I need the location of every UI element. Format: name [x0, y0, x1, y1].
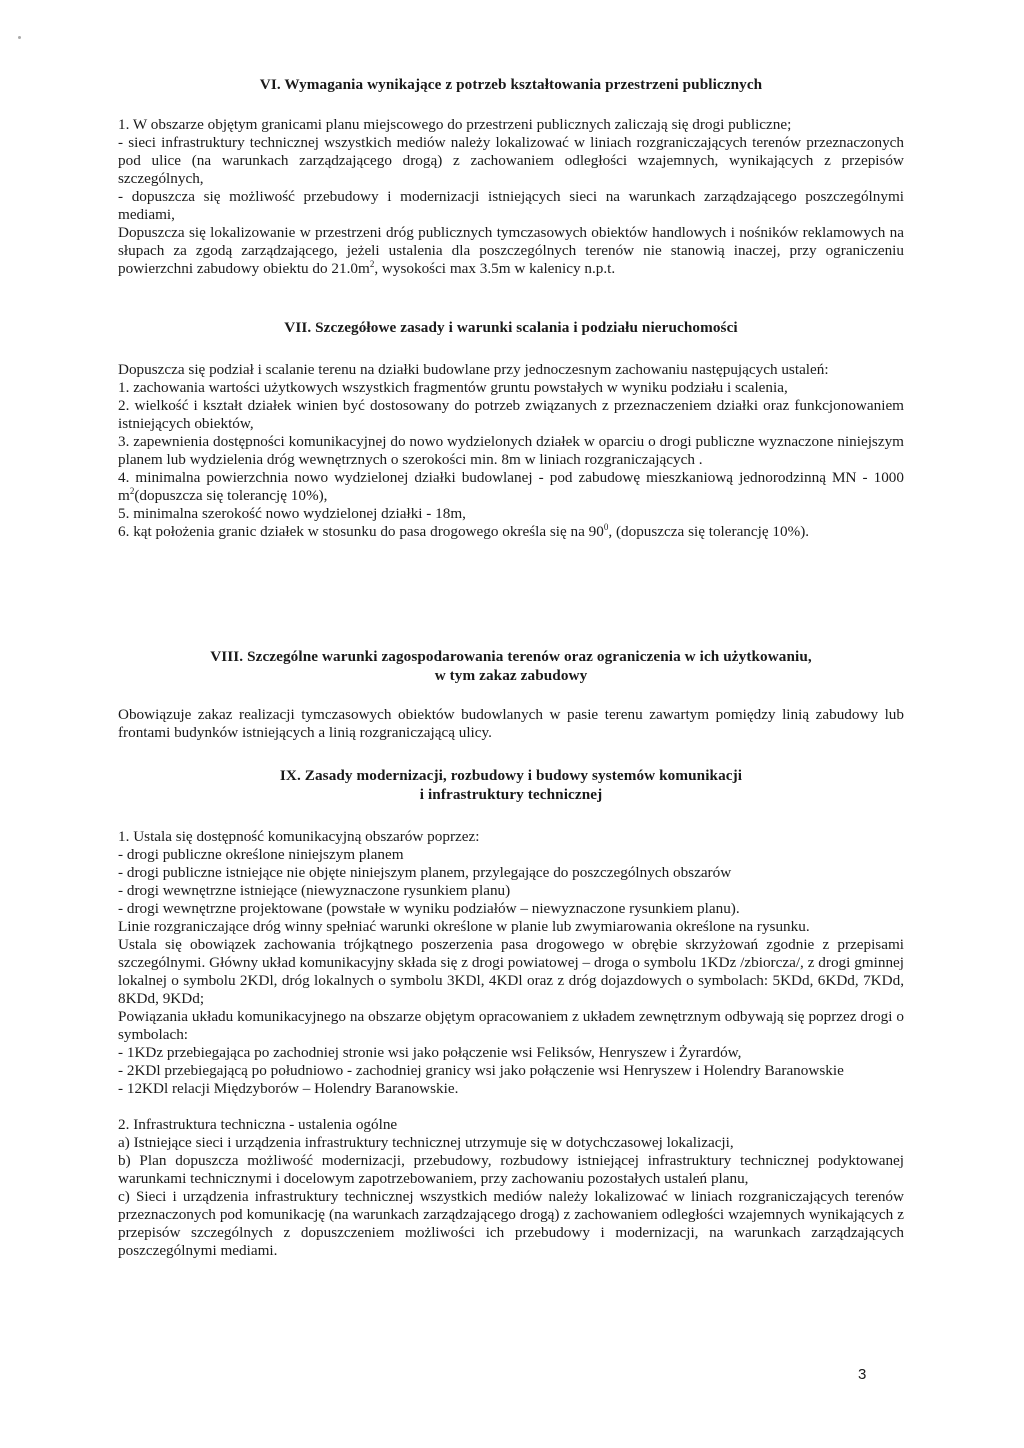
section-ix-point-1: 1. Ustala się dostępność komunikacyjną obszarów poprzez:	[118, 828, 480, 845]
section-ix-road-2kdl: - 2KDl przebiegającą po południowo - zachodniej granicy wsi jako połączenie wsi Henryszew i Holendry Baranowskie	[118, 1062, 844, 1079]
section-vi-item-dopuszcza: - dopuszcza się możliwość przebudowy i modernizacji istniejących sieci na warunkach zarządzającego poszczególnymi mediami,	[118, 188, 904, 223]
section-vii-heading: VII. Szczegółowe zasady i warunki scalania i podziału nieruchomości	[284, 319, 738, 336]
section-ix-point-2a: a) Istniejące sieci i urządzenia infrastruktury technicznej utrzymuje się w dotychczasowej lokalizacji,	[118, 1134, 734, 1151]
scan-speck	[18, 36, 21, 39]
section-vii-item-4: 4. minimalna powierzchnia nowo wydzielonej działki budowlanej - pod zabudowę mieszkaniową jednorodzinną MN - 1000 $m^2(dopuszcza$ się tolerancję 10%),	[118, 469, 904, 504]
section-ix-point-2: 2. Infrastruktura techniczna - ustalenia ogólne	[118, 1116, 398, 1133]
section-ix	[118, 766, 904, 1260]
section-viii-body: Obowiązuje zakaz realizacji tymczasowych obiektów budowlanych w pasie terenu zawartym pomiędzy linią zabudowy lub frontami budynków istniejących a linią rozgraniczającą ulicy.	[118, 706, 904, 741]
section-ix-point-2b: b) Plan dopuszcza możliwość modernizacji, przebudowy, rozbudowy istniejącej infrastruktury technicznej podyktowanej warunkami technicznymi i docelowym zapotrzebowaniem, przy zachowaniu pozostałych ustaleń planu,	[118, 1152, 904, 1187]
section-vi-item-sieci: - sieci infrastruktury technicznej wszystkich mediów należy lokalizować w liniach rozgraniczających terenów przeznaczonych pod ulice (na warunkach zarządzającego drogą) z zachowaniem odległości wzajemnych, wynikających z przepisów szczególnych,	[118, 134, 904, 187]
section-ix-heading-line-1: IX. Zasady modernizacji, rozbudowy i budowy systemów komunikacji	[279, 767, 743, 784]
section-ix-dash-2: - drogi publiczne istniejące nie objęte niniejszym planem, przylegające do poszczególnych obszarów	[118, 864, 732, 881]
section-vii	[118, 318, 904, 541]
section-vii-item-1: 1. zachowania wartości użytkowych wszystkich fragmentów gruntu powstałych w wyniku podziału i scalenia,	[118, 379, 788, 396]
section-ix-dash-3: - drogi wewnętrzne istniejące (niewyznaczone rysunkiem planu)	[118, 882, 511, 899]
section-ix-dash-4: - drogi wewnętrzne projektowane (powstałe w wyniku podziałów – niewyznaczone rysunkiem planu).	[118, 900, 740, 917]
section-vi-heading: VI. Wymagania wynikające z potrzeb kształtowania przestrzeni publicznych	[259, 76, 763, 93]
section-vi	[118, 75, 904, 278]
section-ix-heading-line-2: i infrastruktury technicznej	[419, 786, 603, 803]
section-viii-heading-line-2: w tym zakaz zabudowy	[434, 667, 588, 684]
section-ix-dash-1: - drogi publiczne określone niniejszym planem	[118, 846, 404, 863]
section-ix-road-1kdz: - 1KDz przebiegająca po zachodniej stronie wsi jako połączenie wsi Feliksów, Henryszew i Żyrardów,	[118, 1044, 742, 1061]
page-number: 3	[858, 1366, 867, 1383]
section-vii-item-2: 2. wielkość i kształt działek winien być dostosowany do potrzeb związanych z przeznaczeniem działki oraz funkcjonowaniem istniejących obiektów,	[118, 397, 904, 432]
section-vii-item-3: 3. zapewnienia dostępności komunikacyjnej do nowo wydzielonych działek w oparciu o drogi publiczne wyznaczone niniejszym planem lub wydzielenia dróg wewnętrznych o szerokości min. 8m w liniach rozgraniczających .	[118, 433, 904, 468]
section-vii-item-5: 5. minimalna szerokość nowo wydzielonej działki - 18m,	[118, 505, 466, 522]
section-vi-paragraph-lokalizowanie: Dopuszcza się lokalizowanie w przestrzeni dróg publicznych tymczasowych obiektów handlowych i nośników reklamowych na słupach za zgodą zarządzającego, jeżeli ustalenia dla poszczególnych terenów nie stanowią inaczej, przy ograniczeniu powierzchni zabudowy obiektu do $21.0m^2$, wysokości max 3.5m w kalenicy n.p.t.	[118, 224, 904, 277]
section-vii-item-6: 6. kąt położenia granic działek w stosunku do pasa drogowego określa się na $90^0$, (dopuszcza się tolerancję 10%).	[118, 521, 810, 540]
section-ix-ustala-paragraph: Ustala się obowiązek zachowania trójkątnego poszerzenia pasa drogowego w obrębie skrzyżowań zgodnie z przepisami szczególnymi. Główny układ komunikacyjny składa się z drogi powiatowej – droga o symbolu 1KDz /zbiorcza/, z drogi gminnej lokalnej o symbolu 2KDl, dróg lokalnych o symbolu 3KDl, 4KDl oraz z dróg dojazdowych o symbolach: 5KDd, 6KDd, 7KDd, 8KDd, 9KDd;	[118, 936, 904, 1007]
section-viii-heading-line-1: VIII. Szczególne warunki zagospodarowania terenów oraz ograniczenia w ich użytkowaniu,	[210, 648, 812, 665]
section-vi-point-1: 1. W obszarze objętym granicami planu miejscowego do przestrzeni publicznych zaliczają się drogi publiczne;	[118, 116, 792, 133]
section-ix-powiazania-paragraph: Powiązania układu komunikacyjnego na obszarze objętym opracowaniem z układem zewnętrznym odbywają się poprzez drogi o symbolach:	[118, 1008, 904, 1043]
section-ix-point-2c: c) Sieci i urządzenia infrastruktury technicznej wszystkich mediów należy lokalizować w liniach rozgraniczających terenów przeznaczonych pod komunikację (na warunkach zarządzającego drogą) z zachowaniem odległości wzajemnych wynikających z przepisów szczególnych z dopuszczeniem możliwości ich przebudowy i modernizacji, na warunkach zarządzających poszczególnymi mediami.	[118, 1188, 904, 1259]
section-ix-lines-paragraph: Linie rozgraniczające dróg winny spełniać warunki określone w planie lub zwymiarowania określone na rysunku.	[118, 918, 810, 935]
section-ix-road-12kdl: - 12KDl relacji Międzyborów – Holendry Baranowskie.	[118, 1080, 459, 1097]
section-vii-intro: Dopuszcza się podział i scalanie terenu na działki budowlane przy jednoczesnym zachowaniu następujących ustaleń:	[118, 361, 829, 378]
section-viii	[118, 647, 904, 742]
